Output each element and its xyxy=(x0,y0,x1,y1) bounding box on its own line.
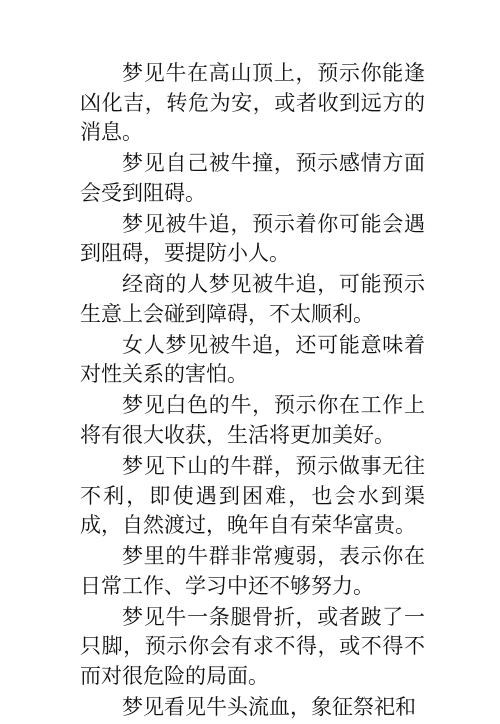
paragraph-white-cow: 梦见白色的牛，预示你在工作上将有很大收获，生活将更加美好。 xyxy=(80,393,425,447)
paragraph-cow-on-mountain: 梦见牛在高山顶上，预示你能逢凶化吉，转危为安，或者收到远方的消息。 xyxy=(80,61,425,144)
paragraph-bleeding-head: 梦见看见牛头流血，象征祭祀和 xyxy=(122,694,416,719)
paragraph-thin-herd: 梦里的牛群非常瘦弱，表示你在日常工作、学习中还不够努力。 xyxy=(80,544,425,598)
paragraph-merchant-chased: 经商的人梦见被牛追，可能预示生意上会碰到障碍，不太顺利。 xyxy=(80,272,425,326)
paragraph-herd-descending: 梦见下山的牛群，预示做事无往不利，即使遇到困难，也会水到渠成，自然渡过，晚年自有荣华富贵。 xyxy=(80,454,425,538)
paragraph-hit-by-cow: 梦见自己被牛撞，预示感情方面会受到阻碍。 xyxy=(80,151,425,205)
paragraph-broken-leg: 梦见牛一条腿骨折，或者跛了一只脚，预示你会有求不得，或不得不而对很危险的局面。 xyxy=(80,604,425,688)
paragraph-chased-by-cow: 梦见被牛追，预示着你可能会遇到阻碍，要提防小人。 xyxy=(80,211,425,266)
document-body xyxy=(80,59,425,724)
paragraph-woman-chased: 女人梦见被牛追，还可能意味着对性关系的害怕。 xyxy=(80,332,425,387)
